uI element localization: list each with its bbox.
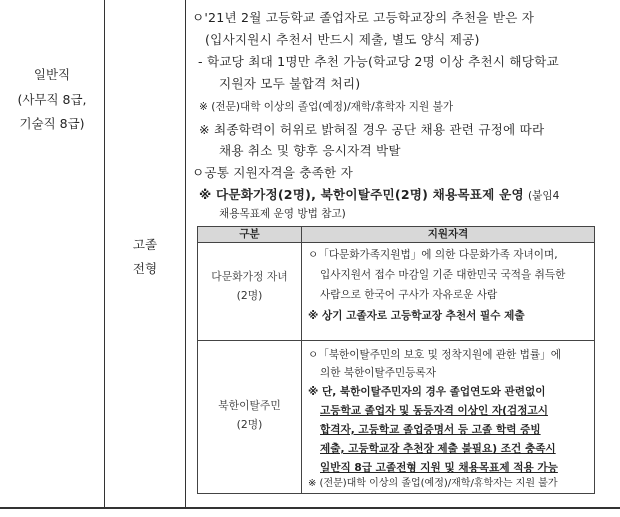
target-system-ref-2: 채용목표제 운영 방법 참고): [219, 208, 346, 220]
header-eligibility: 지원자격: [427, 228, 469, 240]
category-detail-2: 기술직 8급): [19, 116, 85, 131]
category-detail-1: (사무직 8급,: [17, 92, 87, 107]
requirement-note-1: ※ (전문)대학 이상의 졸업(예정)/재학/휴학자 지원 불가: [199, 101, 454, 113]
track-name-1: 고졸: [132, 237, 158, 252]
requirement-line-2: (입사지원시 추천서 반드시 제출, 별도 양식 제공): [205, 32, 480, 47]
row-text: 의한 북한이탈주민등록자: [320, 367, 436, 379]
row-text: ㅇ「북한이탈주민의 보호 및 정착지원에 관한 법률」에: [308, 349, 561, 361]
header-category: 구분: [239, 228, 260, 240]
target-system-bold: ※ 다문화가정(2명), 북한이탈주민(2명) 채용목표제 운영: [199, 187, 524, 202]
table-row-divider: [198, 340, 594, 341]
row-text: ※ 단, 북한이탈주민자의 경우 졸업연도와 관련없이: [308, 386, 546, 398]
row-text: ※ (전문)대학 이상의 졸업(예정)/재학/휴학자는 지원 불가: [308, 478, 558, 489]
table-column-divider: [301, 227, 302, 493]
table-header: [198, 227, 594, 243]
track-name-2: 전형: [132, 261, 158, 276]
row-text: 제출, 고등학교장 추천장 제출 불필요) 조건 충족시: [320, 443, 556, 455]
row-quota: (2명): [236, 418, 263, 431]
row-text: 사람으로 한국어 구사가 자유로운 사람: [320, 289, 498, 301]
row-quota: (2명): [236, 289, 263, 302]
row-label: 다문화가정 자녀: [211, 270, 288, 283]
row-text: 합격자, 고등학교 졸업증명서 등 고졸 학력 증빙: [320, 424, 541, 436]
row-text: ※ 상기 고졸자로 고등학교장 추천서 필수 제출: [308, 310, 525, 322]
target-system-note: [199, 185, 559, 205]
row-text: 고등학교 졸업자 및 동등자격 이상인 자(검정고시: [320, 405, 548, 417]
requirement-note-3: 채용 취소 및 향후 응시자격 박탈: [219, 143, 401, 158]
target-system-table: [197, 226, 595, 494]
requirement-line-common: ㅇ공통 지원자격을 충족한 자: [192, 165, 353, 180]
category-name: 일반직: [33, 67, 71, 82]
row-text: 일반직 8급 고졸전형 지원 및 채용목표제 적용 가능: [320, 462, 558, 474]
table-bottom-rule: [0, 507, 620, 509]
column-divider-right: [185, 0, 186, 508]
row-text: 입사지원서 접수 마감일 기준 대한민국 국적을 취득한: [320, 269, 566, 281]
requirement-note-2: ※ 최종학력이 허위로 밝혀질 경우 공단 채용 관련 규정에 따라: [199, 122, 545, 137]
target-system-ref: (붙임4: [528, 190, 560, 202]
requirement-line-1: ㅇ'21년 2월 고등학교 졸업자로 고등학교장의 추천을 받은 자: [192, 10, 535, 25]
requirement-line-3: - 학교당 최대 1명만 추천 가능(학교당 2명 이상 추천시 해당학교: [198, 54, 559, 69]
row-label: 북한이탈주민: [218, 399, 281, 412]
row-text: ㅇ「다문화가족지원법」에 의한 다문화가족 자녀이며,: [308, 249, 558, 261]
requirement-line-4: 지원자 모두 불합격 처리): [219, 76, 361, 91]
